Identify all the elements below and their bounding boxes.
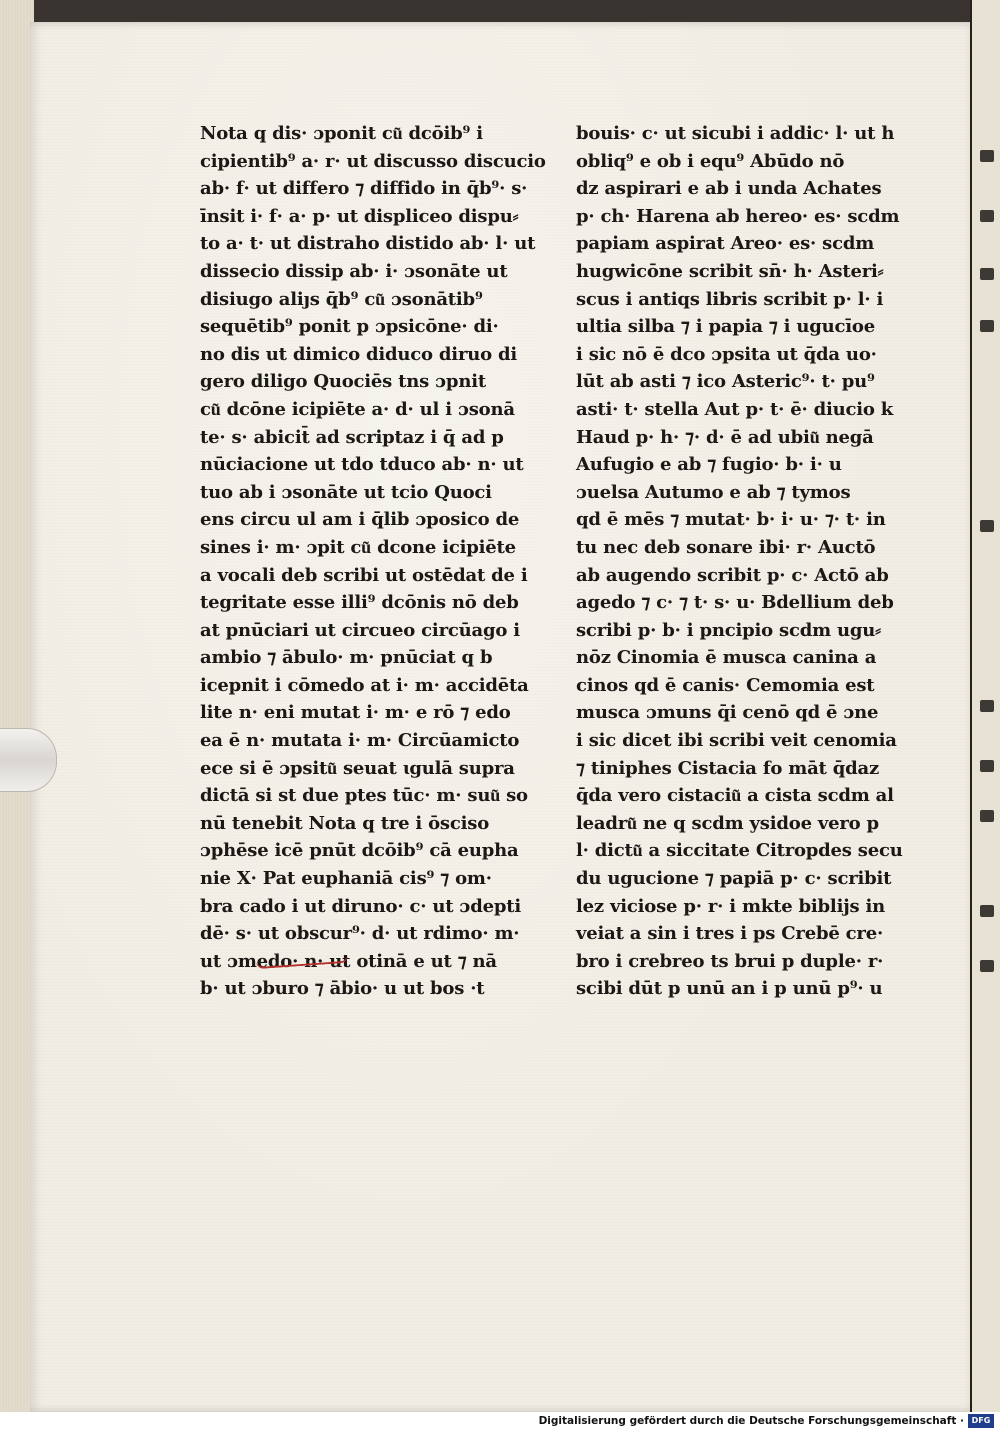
text-line: ut ɔmedo· n· ut otinā e ut ⁊ nā bbox=[200, 950, 497, 972]
text-line: cipientib⁹ a· r· ut discusso discucio bbox=[200, 150, 546, 172]
text-line: lūt ab asti ⁊ ico Asteric⁹· t· pu⁹ bbox=[576, 371, 875, 393]
text-line: disiugo aliȷs q̄b⁹ cu͂ ɔsonātib⁹ bbox=[200, 288, 483, 310]
text-line: lez viciose p· r· i mkte biblijs in bbox=[576, 895, 886, 917]
text-line: ɔuelsa Autumo e ab ⁊ tymos bbox=[576, 481, 851, 503]
text-line: musca ɔmuns q̄i cenō qd ē ɔne bbox=[576, 702, 879, 724]
text-column-right bbox=[576, 120, 906, 1003]
page-clip bbox=[0, 728, 57, 792]
text-line: no dis ut dimico diduco diruo di bbox=[200, 343, 518, 365]
text-line: īnsit i· f· a· p· ut displiceo dispu⸗ bbox=[200, 205, 519, 227]
text-line: i sic nō ē dco ɔpsita ut q̄da uo· bbox=[576, 343, 877, 365]
text-line: tegritate esse illi⁹ dcōnis nō deb bbox=[200, 592, 519, 614]
strip-mark bbox=[980, 210, 994, 222]
next-page-strip bbox=[970, 0, 1000, 1412]
text-line: ea ē n· mutata i· m· Circūamicto bbox=[200, 730, 520, 752]
text-line: ab· f· ut differo ⁊ diffido in q̄b⁹· s· bbox=[200, 178, 528, 200]
text-line: tu nec deb sonare ibi· r· Auctō bbox=[576, 536, 876, 558]
text-line: veiat a sin i tres i ps Crebē cre· bbox=[576, 923, 884, 945]
text-line: hugwicōne scribit sn̄· h· Asteri⸗ bbox=[576, 260, 884, 282]
text-line: leadru͂ ne q scdm ysidoe vero p bbox=[576, 812, 879, 834]
strip-mark bbox=[980, 150, 994, 162]
strip-mark bbox=[980, 960, 994, 972]
text-line: dz aspirari e ab i unda Achates bbox=[576, 178, 882, 200]
text-line: Nota q dis· ɔponit cu͂ dcōib⁹ i bbox=[200, 123, 483, 144]
text-line: scibi dūt p unū an i p unū p⁹· u bbox=[576, 978, 883, 1000]
text-line: scribi p· b· i pncipio scdm ugu⸗ bbox=[576, 619, 881, 641]
text-line: q̄da vero cistaciu͂ a cista scdm al bbox=[576, 785, 894, 807]
text-line: b· ut ɔburo ⁊ ābio· u ut bos ·t bbox=[200, 978, 485, 1000]
text-line: tuo ab i ɔsonāte ut tcio Quoci bbox=[200, 481, 492, 503]
text-line: agedo ⁊ c· ⁊ t· s· u· Bdellium deb bbox=[576, 592, 894, 614]
text-line: dictā si st due ptes tūc· m· suu͂ so bbox=[200, 785, 528, 807]
text-line: ɔphēse icē pnūt dcōib⁹ cā eupha bbox=[200, 840, 519, 862]
text-line: bra cado i ut diruno· c· ut ɔdepti bbox=[200, 895, 521, 917]
strip-mark bbox=[980, 760, 994, 772]
text-line: dissecio dissip ab· i· ɔsonāte ut bbox=[200, 260, 508, 282]
text-line: dē· s· ut obscur⁹· d· ut rdimo· m· bbox=[200, 923, 520, 945]
text-line: papiam aspirat Areo· es· scdm bbox=[576, 233, 875, 255]
text-line: bro i crebreo ts brui p duple· r· bbox=[576, 950, 884, 972]
strip-mark bbox=[980, 905, 994, 917]
text-line: at pnūciari ut circueo circūago i bbox=[200, 619, 520, 641]
text-line: to a· t· ut distraho distido ab· l· ut bbox=[200, 233, 536, 255]
text-line: asti· t· stella Aut p· t· ē· diucio k bbox=[576, 398, 894, 420]
book-left-edge bbox=[0, 0, 34, 1412]
text-line: du ugucione ⁊ papiā p· c· scribit bbox=[576, 868, 892, 890]
text-line: Haud p· h· ⁊· d· ē ad ubiu͂ negā bbox=[576, 426, 874, 448]
text-line: ⁊ tiniphes Cistacia fo māt q̄daz bbox=[576, 757, 879, 779]
text-line: ens circu ul am i q̄lib ɔposico de bbox=[200, 509, 520, 531]
text-line: Aufugio e ab ⁊ fugio· b· i· u bbox=[576, 454, 842, 476]
strip-mark bbox=[980, 268, 994, 280]
text-line: nū tenebit Nota q tre i ōsciso bbox=[200, 812, 490, 834]
text-line: sines i· m· ɔpit cu͂ dcone icipiēte bbox=[200, 536, 516, 558]
text-line: te· s· abicit̄ ad scriptaz i q̄ ad p bbox=[200, 426, 504, 448]
text-line: ambio ⁊ ābulo· m· pnūciat q b bbox=[200, 647, 493, 669]
text-line: qd ē mēs ⁊ mutat· b· i· u· ⁊· t· in bbox=[576, 509, 886, 531]
dfg-logo-icon: DFG bbox=[968, 1414, 994, 1428]
funding-credit: Digitalisierung gefördert durch die Deutsche Forschungsgemeinschaft · bbox=[538, 1415, 964, 1427]
text-line: ab augendo scribit p· c· Actō ab bbox=[576, 564, 889, 586]
strip-mark bbox=[980, 520, 994, 532]
text-line: obliq⁹ e ob i equ⁹ Abūdo nō bbox=[576, 150, 845, 172]
text-line: ultia silba ⁊ i papia ⁊ i ugucīoe bbox=[576, 316, 875, 338]
text-line: scus i antiqs libris scribit p· l· i bbox=[576, 288, 884, 310]
text-line: lite n· eni mutat i· m· e rō ⁊ edo bbox=[200, 702, 511, 724]
text-line: icepnit i cōmedo at i· m· accidēta bbox=[200, 674, 529, 696]
text-column-left bbox=[200, 120, 546, 1003]
text-line: nie X· Pat euphaniā cis⁹ ⁊ om· bbox=[200, 868, 492, 890]
strip-mark bbox=[980, 810, 994, 822]
text-line: bouis· c· ut sicubi i addic· l· ut h bbox=[576, 123, 895, 144]
text-line: ece si ē ɔpsitu͂ seuat ɩgulā supra bbox=[200, 757, 515, 779]
strip-mark bbox=[980, 700, 994, 712]
text-line: gero diligo Quociēs tns ɔpnit bbox=[200, 371, 486, 393]
strip-mark bbox=[980, 320, 994, 332]
text-line: p· ch· Harena ab hereo· es· scdm bbox=[576, 205, 900, 227]
text-line: nōz Cinomia ē musca canina a bbox=[576, 647, 877, 669]
text-line: a vocali deb scribi ut ostēdat de i bbox=[200, 564, 528, 586]
text-line: cu͂ dcōne icipiēte a· d· ul i ɔsonā bbox=[200, 398, 515, 420]
text-line: l· dictu͂ a siccitate Citropdes secu bbox=[576, 840, 903, 862]
text-line: cinos qd ē canis· Cemomia est bbox=[576, 674, 875, 696]
text-line: nūciacione ut tdo tduco ab· n· ut bbox=[200, 454, 524, 476]
footer-bar bbox=[0, 1412, 1000, 1432]
text-line: sequētib⁹ ponit p ɔpsicōne· di· bbox=[200, 316, 499, 338]
text-line: i sic dicet ibi scribi veit cenomia bbox=[576, 730, 897, 752]
